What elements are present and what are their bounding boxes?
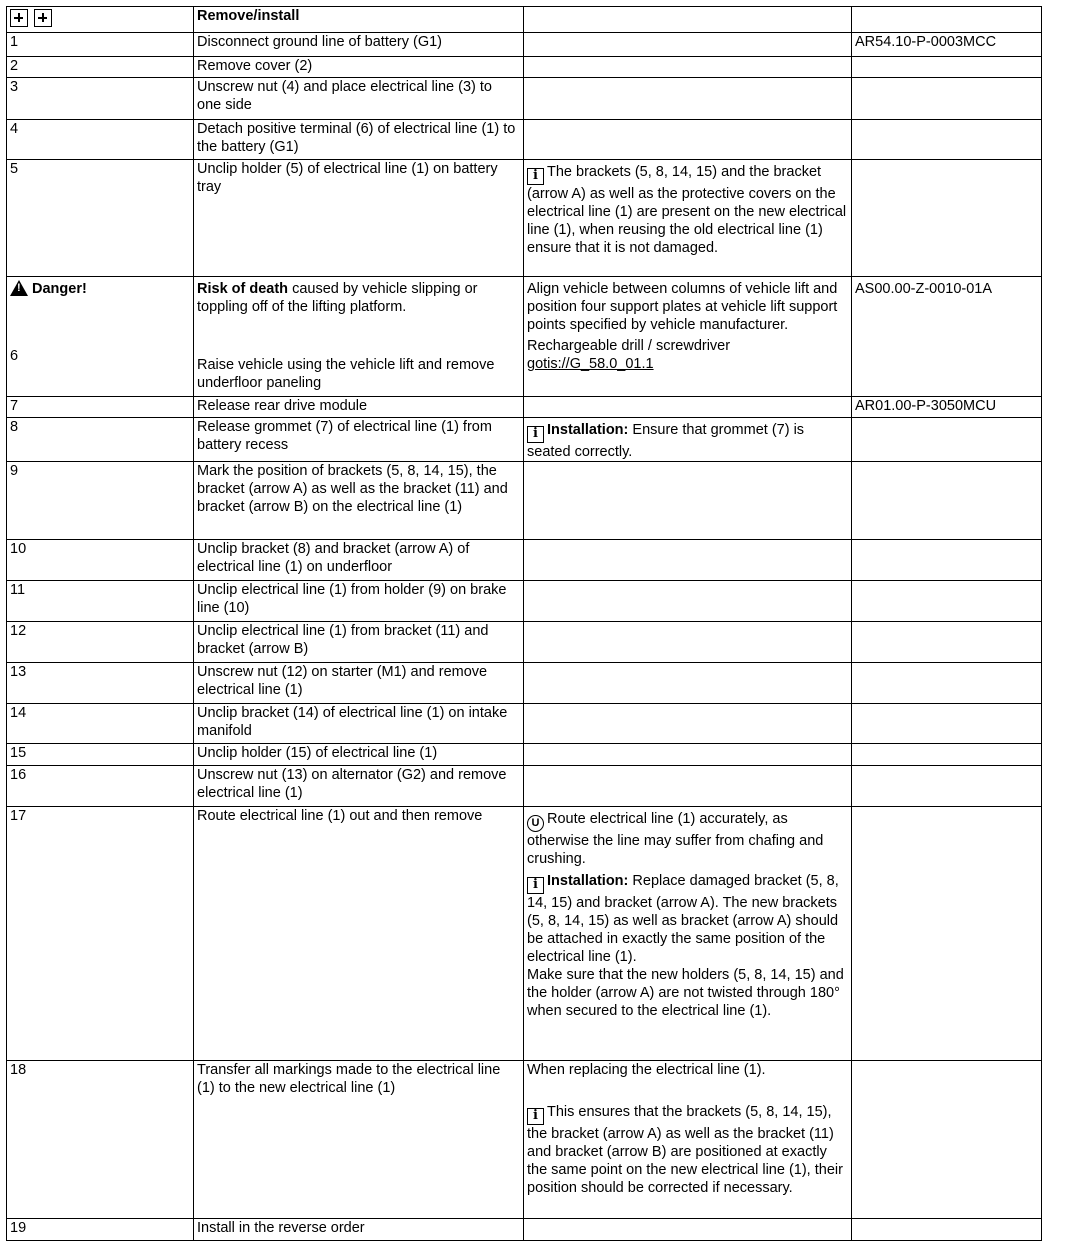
environment-icon: U (527, 815, 544, 832)
table-row: 9 Mark the position of brackets (5, 8, 14, 15), the bracket (arrow A) as well as the bracket (11) and bracket (arrow B) on the electrical line (1) (7, 462, 1042, 540)
tool-link[interactable]: gotis://G_58.0_01.1 (527, 356, 654, 372)
table-row: 2 Remove cover (2) (7, 57, 1042, 78)
table-header-row (7, 7, 1042, 33)
info-icon: i (527, 168, 544, 185)
table-row: 15 Unclip holder (15) of electrical line (1) (7, 744, 1042, 766)
table-row: 10 Unclip bracket (8) and bracket (arrow A) of electrical line (1) on underfloor (7, 540, 1042, 581)
reference-link[interactable]: AR01.00-P-3050MCU (852, 397, 1042, 418)
table-row: 7 Release rear drive module AR01.00-P-3050MCU (7, 397, 1042, 418)
danger-label: Danger! (32, 281, 87, 297)
table-row: 3 Unscrew nut (4) and place electrical line (3) to one side (7, 78, 1042, 120)
collapse-icon[interactable] (34, 9, 52, 27)
info-icon: i (527, 426, 544, 443)
table-row: 14 Unclip bracket (14) of electrical line (1) on intake manifold (7, 704, 1042, 744)
table-row: 8 Release grommet (7) of electrical line (1) from battery recess i Installation: Ensure that grommet (7) is seated correctly. (7, 418, 1042, 462)
expand-icon[interactable] (10, 9, 28, 27)
table-row: 1 Disconnect ground line of battery (G1) AR54.10-P-0003MCC (7, 33, 1042, 57)
table-row: 12 Unclip electrical line (1) from bracket (11) and bracket (arrow B) (7, 622, 1042, 663)
reference-link[interactable]: AR54.10-P-0003MCC (852, 33, 1042, 57)
table-row: 13 Unscrew nut (12) on starter (M1) and remove electrical line (1) (7, 663, 1042, 704)
info-icon: i (527, 1108, 544, 1125)
section-title: Remove/install (194, 7, 524, 33)
table-row: 11 Unclip electrical line (1) from holder (9) on brake line (10) (7, 581, 1042, 622)
table-row: 16 Unscrew nut (13) on alternator (G2) and remove electrical line (1) (7, 766, 1042, 807)
table-row: 19 Install in the reverse order (7, 1219, 1042, 1241)
table-row: 4 Detach positive terminal (6) of electrical line (1) to the battery (G1) (7, 120, 1042, 160)
procedure-table (6, 6, 1042, 1241)
info-icon: i (527, 877, 544, 894)
danger-row: !Danger! 6 Risk of death caused by vehicle slipping or toppling off of the lifting platform. Raise vehicle using the vehicle lift and remove underfloor paneling Align vehicle between columns of vehicle lift and position four support plates at vehicle lift support points specified by vehicle manufacturer. Rechargeable drill / screwdriver gotis://G_58.0_01.1 AS00.00-Z-0010-01A (7, 277, 1042, 397)
table-row: 17 Route electrical line (1) out and then remove U Route electrical line (1) accurately, as otherwise the line may suffer from chafing and crushing. i Installation: Replace damaged bracket (5, 8, 14, 15) and bracket (arrow A). The new brackets (5, 8, 14, 15) as well as bracket (arrow A) should be attached in exactly the same position of the electrical line (1). Make sure that the new holders (5, 8, 14, 15) and the holder (arrow A) are not twisted through 180° when secured to the electrical line (1). (7, 807, 1042, 1061)
table-row: 18 Transfer all markings made to the electrical line (1) to the new electrical line (1) When replacing the electrical line (1). i This ensures that the brackets (5, 8, 14, 15), the bracket (arrow A) as well as the bracket (11) and bracket (arrow B) are positioned at exactly the same point on the new electrical line (1), their position should be corrected if necessary. (7, 1061, 1042, 1219)
table-row: 5 Unclip holder (5) of electrical line (1) on battery tray i The brackets (5, 8, 14, 15) and the bracket (arrow A) as well as the protective covers on the electrical line (1) are present on the new electrical line (1), when reusing the old electrical line (1) ensure that it is not damaged. (7, 160, 1042, 277)
reference-link[interactable]: AS00.00-Z-0010-01A (855, 281, 993, 297)
warning-icon (10, 280, 28, 296)
